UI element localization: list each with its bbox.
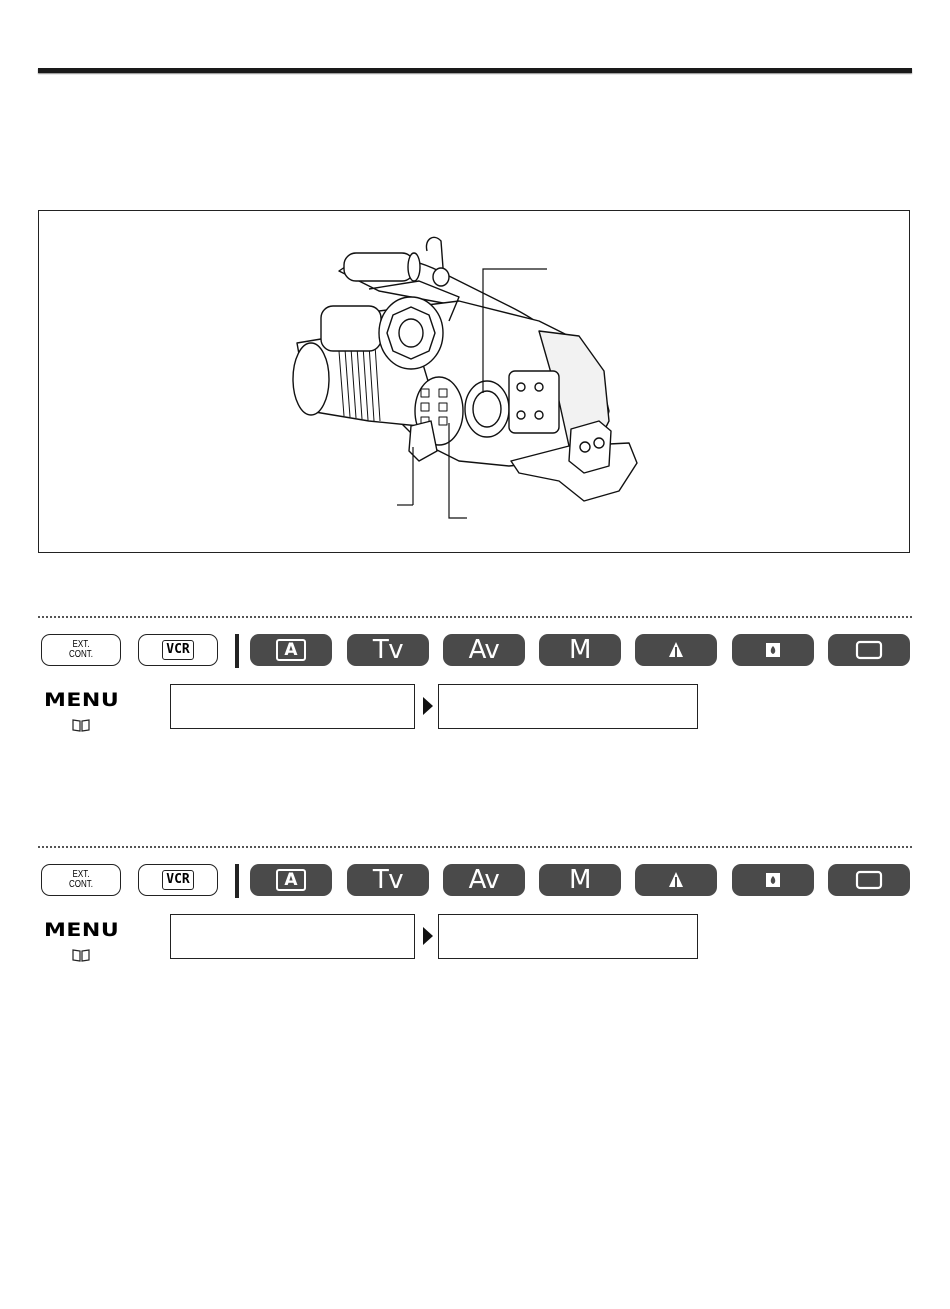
mode-manual: M <box>539 634 621 666</box>
menu-path-field-1 <box>170 914 415 959</box>
dotted-divider <box>38 846 912 848</box>
mode-custom <box>828 864 910 896</box>
book-icon <box>72 948 90 962</box>
figure-box <box>38 210 910 553</box>
mode-vcr: VCR <box>138 864 218 896</box>
night-scene-icon <box>764 640 782 660</box>
mode-night <box>732 634 814 666</box>
book-icon <box>72 718 90 732</box>
night-scene-icon <box>764 870 782 890</box>
mode-av: Av <box>443 864 525 896</box>
mode-auto: A <box>250 634 332 666</box>
mode-custom <box>828 634 910 666</box>
menu-path-field-2 <box>438 914 698 959</box>
triangle-right-icon <box>421 926 435 946</box>
menu-path-field-1 <box>170 684 415 729</box>
triangle-right-icon <box>421 696 435 716</box>
spotlight-icon <box>667 870 685 890</box>
settings-section-2 <box>38 846 912 996</box>
mode-dial-row <box>41 864 911 896</box>
mode-tv: Tv <box>347 634 429 666</box>
menu-label: MENU <box>44 689 120 712</box>
mode-separator <box>235 634 239 668</box>
mode-spotlight <box>635 634 717 666</box>
settings-section-1 <box>38 616 912 766</box>
top-rule <box>38 68 912 73</box>
blank-frame-icon <box>854 869 884 891</box>
mode-manual: M <box>539 864 621 896</box>
spotlight-icon <box>667 640 685 660</box>
mode-spotlight <box>635 864 717 896</box>
blank-frame-icon <box>854 639 884 661</box>
mode-dial-row <box>41 634 911 666</box>
mode-vcr: VCR <box>138 634 218 666</box>
menu-label: MENU <box>44 919 120 942</box>
mode-tv: Tv <box>347 864 429 896</box>
mode-av: Av <box>443 634 525 666</box>
mode-ext-cont: EXT. CONT. <box>41 634 121 666</box>
mode-separator <box>235 864 239 898</box>
mode-auto: A <box>250 864 332 896</box>
mode-ext-cont: EXT. CONT. <box>41 864 121 896</box>
menu-path-field-2 <box>438 684 698 729</box>
camcorder-illustration <box>39 211 911 554</box>
mode-night <box>732 864 814 896</box>
dotted-divider <box>38 616 912 618</box>
